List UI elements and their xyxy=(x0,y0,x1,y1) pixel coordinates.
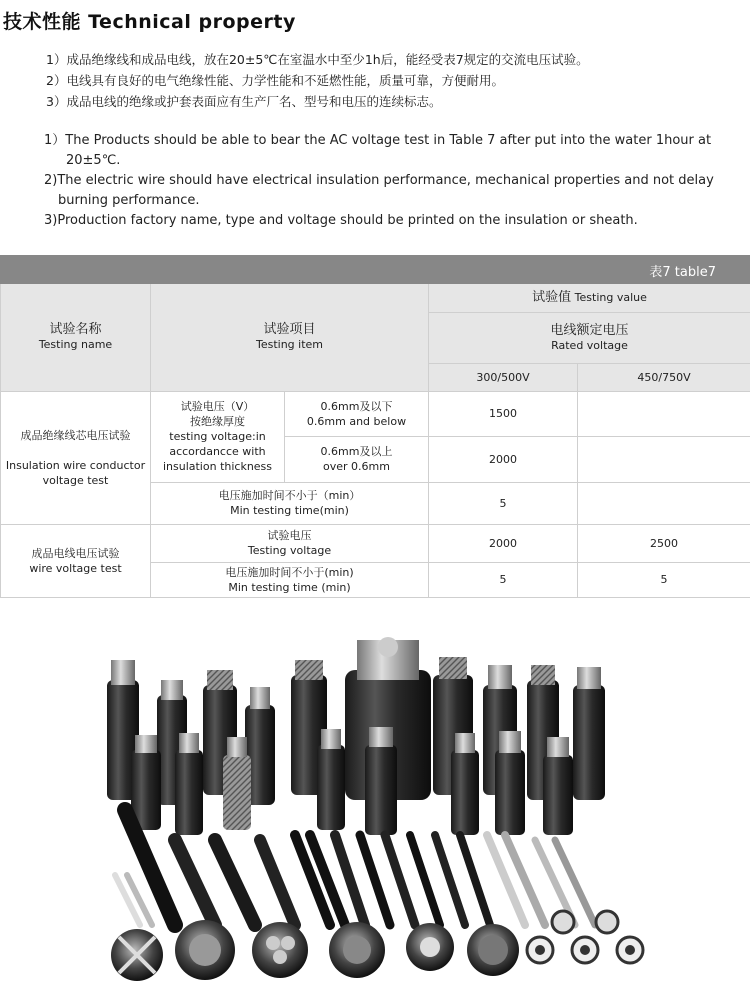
row1-time-value-300-500: 5 xyxy=(429,482,578,524)
header-voltage-300-500: 300/500V xyxy=(429,363,578,391)
row1-sub1-value-450-750 xyxy=(578,391,750,436)
row1-sub1-value-300-500: 1500 xyxy=(429,391,578,436)
row2-volt-value-450-750: 2500 xyxy=(578,524,750,562)
english-property-list xyxy=(44,131,734,231)
row2-testing-name: 成品电线电压试验 wire voltage test xyxy=(1,524,151,597)
en-item-2-cont: burning performance. xyxy=(44,191,734,211)
chinese-property-list xyxy=(46,49,589,112)
row1-sub2-value-300-500: 2000 xyxy=(429,436,578,482)
row2-min-testing-time: 电压施加时间不小于(min) Min testing time (min) xyxy=(151,562,429,597)
row1-testing-name: 成品绝缘线芯电压试验 Insulation wire conductor voltage test xyxy=(1,391,151,524)
row1-min-testing-time: 电压施加时间不小于（min） Min testing time(min) xyxy=(151,482,429,524)
cn-item-3: 3）成品电线的绝缘或护套表面应有生产厂名、型号和电压的连续标志。 xyxy=(46,91,589,112)
row1-sub1-thickness: 0.6mm及以下 0.6mm and below xyxy=(285,391,429,436)
cn-item-1: 1）成品绝缘线和成品电线，放在20±5℃在室温水中至少1h后，能经受表7规定的交流电压试验。 xyxy=(46,49,589,70)
table-caption: 表7 table7 xyxy=(649,261,716,280)
en-item-3: 3)Production factory name, type and voltage should be printed on the insulation or sheath. xyxy=(44,211,734,231)
en-item-1-cont: 20±5℃. xyxy=(44,151,734,171)
row1-sub2-thickness: 0.6mm及以上 over 0.6mm xyxy=(285,436,429,482)
voltage-test-table xyxy=(0,284,750,598)
header-testing-item: 试验项目 Testing item xyxy=(151,284,429,391)
row1-sub2-value-450-750 xyxy=(578,436,750,482)
table-caption-bar xyxy=(0,255,750,284)
header-rated-voltage: 电线额定电压 Rated voltage xyxy=(429,312,750,363)
row2-time-value-300-500: 5 xyxy=(429,562,578,597)
cable-cross-section-discs xyxy=(111,911,643,981)
en-item-2: 2)The electric wire should have electrical insulation performance, mechanical properties and not delay xyxy=(44,171,734,191)
row1-testing-voltage-label: 试验电压（V） 按绝缘厚度 testing voltage:in accordancce with insulation thickness xyxy=(151,391,285,482)
en-item-1: 1）The Products should be able to bear the AC voltage test in Table 7 after put into the water 1hour at xyxy=(44,131,734,151)
row2-volt-value-300-500: 2000 xyxy=(429,524,578,562)
row2-testing-voltage: 试验电压 Testing voltage xyxy=(151,524,429,562)
cable-samples-photo xyxy=(95,625,655,995)
page-title: 技术性能 Technical property xyxy=(3,7,296,34)
cn-item-2: 2）电线具有良好的电气绝缘性能、力学性能和不延燃性能，质量可靠，方便耐用。 xyxy=(46,70,589,91)
row2-time-value-450-750: 5 xyxy=(578,562,750,597)
header-testing-name: 试验名称 Testing name xyxy=(1,284,151,391)
header-voltage-450-750: 450/750V xyxy=(578,363,750,391)
header-testing-value: 试验值 Testing value xyxy=(429,284,750,312)
row1-time-value-450-750 xyxy=(578,482,750,524)
